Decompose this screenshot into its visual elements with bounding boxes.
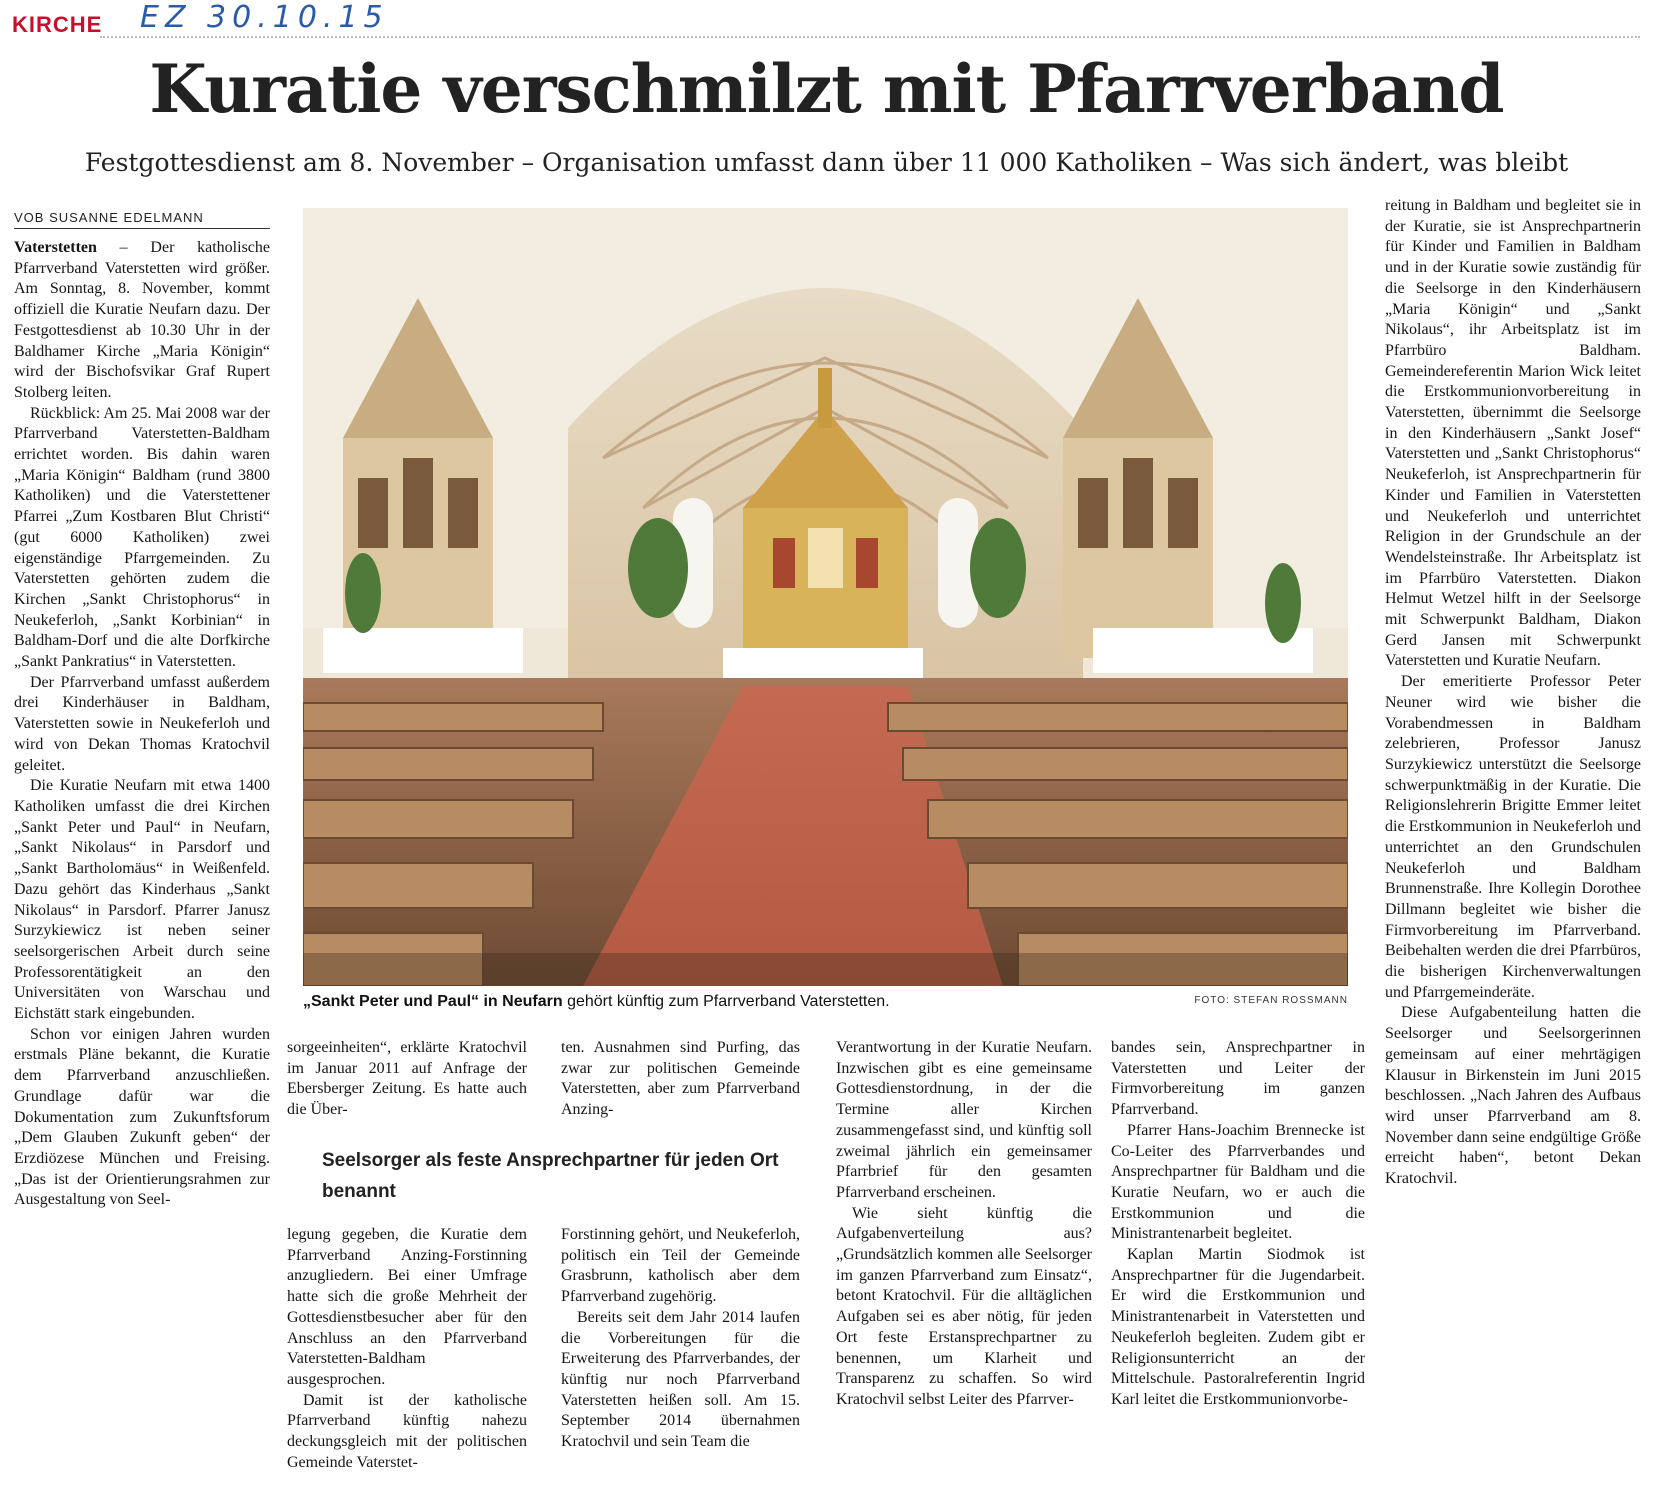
paragraph: legung gegeben, die Kuratie dem Pfarrverband Anzing-Forstinning anzugliedern. Bei einer Umfrage hatte sich die große Mehrheit der Gottesdienstbesucher aber für den Anschluss an den Pfarrverband Vaterstetten-Baldham ausgesprochen. <box>287 1226 527 1388</box>
paragraph: Schon vor einigen Jahren wurden erstmals Pläne bekannt, die Kuratie dem Pfarrverband anzuschließen. Grundlage dafür war die Dokumentation zum Zukunftsforum „Dem Glauben Zukunft geben“ der Erzdiözese München und Freising. „Das ist der Orientierungsrahmen zur Ausgestaltung von Seel- <box>14 1025 270 1209</box>
photo-caption: „Sankt Peter und Paul“ in Neufarn gehört künftig zum Pfarrverband Vaterstetten. FOTO: STEFAN ROSSMANN <box>303 993 1348 1010</box>
paragraph: bandes sein, Ansprechpartner in Vaterstetten und Leiter der Firmvorbereitung im ganzen Pfarrverband. <box>1111 1039 1365 1119</box>
column-6 <box>1385 196 1641 1190</box>
paragraph: Verantwortung in der Kuratie Neufarn. Inzwischen gibt es eine gemeinsame Gottesdienstordnung, in der die Termine aller Kirchen zusammengefasst sind, und künftig soll zweimal jährlich ein gemeinsamer Pfarrbrief für den gesamten Pfarrverband erscheinen. <box>836 1039 1092 1201</box>
paragraph: reitung in Baldham und begleitet sie in der Kuratie, sie ist Ansprechpartnerin für Kinder und Familien in Baldham und in der Kuratie sowie zuständig für die Seelsorge in den Kinderhäusern „Maria Königin“ und „Sankt Nikolaus“, ihr Arbeitsplatz ist im Pfarrbüro Baldham. Gemeindereferentin Marion Wick leitet die Erstkommunionvorbereitung in Vaterstetten, übernimmt die Seelsorge in den Kinderhäusern „Sankt Josef“ Vaterstetten und „Sankt Christophorus“ Neukeferloh, ist Ansprechpartnerin für Kinder und Familien in Vaterstetten und Neukeferloh und unterrichtet Religion in der Grundschule an der Wendelsteinstraße. Ihr Arbeitsplatz ist im Pfarrbüro Vaterstetten. Diakon Helmut Wetzel hilft in der Seelsorge mit Schwerpunkt Baldham, Diakon Gerd Jansen mit Schwerpunkt Vaterstetten und Kuratie Neufarn. <box>1385 197 1641 670</box>
paragraph: Pfarrer Hans-Joachim Brennecke ist Co-Leiter des Pfarrverbandes und Ansprechpartner für Baldham und die Kuratie Neufarn, wo er auch die Erstkommunion und die Ministrantenarbeit begleitet. <box>1111 1121 1365 1243</box>
paragraph: Wie sieht künftig die Aufgabenverteilung aus? „Grundsätzlich kommen alle Seelsorger im ganzen Pfarrverband zum Einsatz“, betont Kratochvil. Für die alltäglichen Aufgaben sei es aber nötig, für jeden Ort feste Erstansprechpartner zu benennen, um Klarheit und Transparenz zu schaffen. So wird Kratochvil selbst Leiter des Pfarrver- <box>836 1204 1092 1408</box>
paragraph: Kaplan Martin Siodmok ist Ansprechpartner für die Jugendarbeit. Er wird die Erstkommunion und Ministrantenarbeit in Vaterstetten und Neukeferloh begleiten. Zudem gibt er Religionsunterricht an der Mittelschule. Pastoralreferentin Ingrid Karl leitet die Erstkommunionvorbe- <box>1111 1246 1365 1408</box>
photo-credit: FOTO: STEFAN ROSSMANN <box>1194 995 1348 1006</box>
paragraph: Die Kuratie Neufarn mit etwa 1400 Katholiken umfasst die drei Kirchen „Sankt Peter und Paul“ in Neufarn, „Sankt Nikolaus“ in Parsdorf und „Sankt Bartholomäus“ in Weißenfeld. Dazu gehört das Kinderhaus „Sankt Nikolaus“ in Parsdorf. Pfarrer Janusz Surzykiewicz ist neben seiner seelsorgerischen Arbeit durch seine Professorentätigkeit an den Universitäten von Warschau und Eichstätt stark eingebunden. <box>14 777 270 1023</box>
paragraph: Der Pfarrverband umfasst außerdem drei Kinderhäuser in Baldham, Vaterstetten sowie in Neukeferloh und wird von Dekan Thomas Kratochvil geleitet. <box>14 673 270 774</box>
handwritten-date-note: EZ 30.10.15 <box>140 0 389 35</box>
paragraph: Diese Aufgabenteilung hatten die Seelsorger und Seelsorgerinnen gemeinsam auf einer mehrtägigen Klausur in Birkenstein im Juni 2015 beschlossen. „Nach Jahren des Aufbaus wird unser Pfarrverband am 8. November dann seine endgültige Größe erreicht haben“, betont Dekan Kratochvil. <box>1385 1004 1641 1188</box>
paragraph: Bereits seit dem Jahr 2014 laufen die Vorbereitungen für die Erweiterung des Pfarrverbandes, der künftig nur noch Pfarrverband Vaterstetten heißen soll. Am 15. September 2014 übernahmen Kratochvil und sein Team die <box>561 1308 800 1451</box>
paragraph: Forstinning gehört, und Neukeferloh, politisch ein Teil der Gemeinde Grasbrunn, katholisch aber dem Pfarrverband zugehörig. <box>561 1226 800 1306</box>
column-2-top <box>287 1038 527 1121</box>
paragraph: Damit ist der katholische Pfarrverband künftig nahezu deckungsgleich mit der politischen Gemeinde Vaterstet- <box>287 1391 527 1471</box>
paragraph: sorgeeinheiten“, erklärte Kratochvil im Januar 2011 auf Anfrage der Ebersberger Zeitung. Es hatte auch die Über- <box>287 1039 527 1119</box>
headline: Kuratie verschmilzt mit Pfarrverband <box>149 50 1504 128</box>
paragraph: Rückblick: Am 25. Mai 2008 war der Pfarrverband Vaterstetten-Baldham errichtet worden. Bis dahin waren „Maria Königin“ Baldham (rund 3800 Katholiken) und die Vaterstettener Pfarrei „Zum Kostbaren Blut Christi“ (gut 6000 Katholiken) zwei eigenständige Pfarrgemeinden. Zu Vaterstetten gehörten zudem die Kirchen „Sankt Christophorus“ in Neukeferloh, „Sankt Korbinian“ in Baldham-Dorf und die alte Dorfkirche „Sankt Pankratius“ in Vaterstetten. <box>14 404 270 671</box>
column-2-bottom <box>287 1225 527 1473</box>
location-dateline: Vaterstetten <box>14 239 97 256</box>
section-label: KIRCHE <box>12 12 103 37</box>
column-3-top <box>561 1038 800 1121</box>
paragraph: Vaterstetten – Der katholische Pfarrverband Vaterstetten wird größer. Am Sonntag, 8. November, kommt offiziell die Kuratie Neufarn dazu. Der Festgottesdienst ab 10.30 Uhr in der Baldhamer Kirche „Maria Königin“ wird der Bischofsvikar Graf Rupert Stolberg leiten. <box>14 239 270 401</box>
subheading: Seelsorger als feste Ansprechpartner für jeden Ort benannt <box>322 1150 779 1202</box>
byline: VOB SUSANNE EDELMANN <box>14 210 270 229</box>
church-interior-photo <box>303 208 1348 986</box>
paragraph: ten. Ausnahmen sind Purfing, das zwar zur politischen Gemeinde Vaterstetten, aber zum Pfarrverband Anzing- <box>561 1039 800 1119</box>
header-rule <box>100 36 1640 38</box>
paragraph: Der emeritierte Professor Peter Neuner wird wie bisher die Vorabendmessen in Baldham zelebrieren, Professor Janusz Surzykiewicz unterstützt die Seelsorge schwerpunktmäßig in der Kuratie. Die Religionslehrerin Brigitte Emmer leitet die Erstkommunion in Neukeferloh und unterrichtet an den Grundschulen Neukeferloh und Baldham Brunnenstraße. Ihre Kollegin Dorothee Dillmann begleitet wie bisher die Firmvorbereitung im Pfarrverband. Beibehalten werden die drei Pfarrbüros, die bisherigen Kirchenverwaltungen und Pfarrgemeinderäte. <box>1385 673 1641 1001</box>
subheadline: Festgottesdienst am 8. November – Organisation umfasst dann über 11 000 Katholiken – Was sich ändert, was bleibt <box>84 148 1569 177</box>
column-5 <box>1111 1038 1365 1411</box>
church-interior-illustration <box>303 208 1348 986</box>
column-4 <box>836 1038 1092 1411</box>
column-3-bottom <box>561 1225 800 1453</box>
column-1 <box>14 238 270 1211</box>
